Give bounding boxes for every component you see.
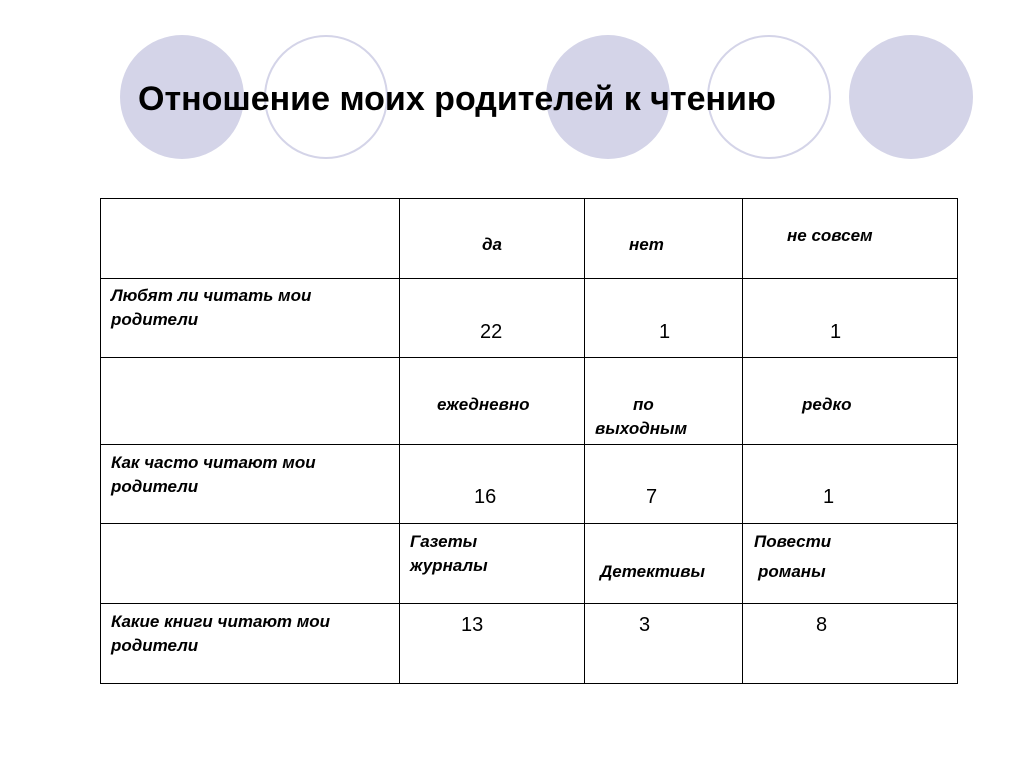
table-cell	[743, 358, 958, 445]
cell-text-line-1: Повести	[754, 532, 832, 551]
decor-circle-3	[849, 35, 973, 159]
row-label-line-1: Любят ли читать мои	[111, 286, 312, 305]
cell-text: ежедневно	[437, 395, 530, 414]
row-label-line-2: родители	[111, 477, 199, 496]
cell-text-line-1: Газеты	[410, 532, 478, 551]
cell-value: 16	[474, 486, 497, 508]
cell-value: 22	[480, 321, 503, 343]
cell-value: 3	[639, 614, 651, 636]
table-cell	[585, 279, 743, 358]
table-row	[101, 524, 958, 604]
table-cell	[585, 445, 743, 524]
row-label	[101, 524, 400, 604]
table-cell	[585, 604, 743, 684]
cell-text: нет	[629, 235, 664, 254]
row-label-line-2: родители	[111, 636, 199, 655]
table-cell	[585, 524, 743, 604]
table-cell	[585, 199, 743, 279]
cell-text: да	[482, 235, 502, 254]
table-row	[101, 604, 958, 684]
row-label	[101, 358, 400, 445]
table-cell	[743, 445, 958, 524]
table-cell	[743, 604, 958, 684]
table-cell	[400, 604, 585, 684]
cell-value: 1	[823, 486, 835, 508]
cell-value: 1	[830, 321, 842, 343]
row-label-line-2: родители	[111, 310, 199, 329]
table-row	[101, 199, 958, 279]
cell-text-line-2: романы	[758, 562, 826, 581]
table-cell	[400, 445, 585, 524]
page-title: Отношение моих родителей к чтению	[138, 80, 776, 118]
cell-value: 13	[461, 614, 484, 636]
row-label-line-1: Как часто читают мои	[111, 453, 316, 472]
row-label	[101, 279, 400, 358]
row-label	[101, 199, 400, 279]
table-row	[101, 358, 958, 445]
cell-value: 1	[659, 321, 671, 343]
table-cell	[400, 358, 585, 445]
reading-table	[100, 198, 958, 684]
cell-text-line-2: журналы	[410, 556, 488, 575]
cell-text-line-1: по	[633, 395, 654, 414]
cell-text-line-2: выходным	[595, 419, 688, 438]
table-cell	[743, 524, 958, 604]
table-row	[101, 279, 958, 358]
cell-text: редко	[802, 395, 852, 414]
cell-text: не совсем	[787, 226, 873, 245]
table-cell	[400, 524, 585, 604]
cell-value: 8	[816, 614, 828, 636]
cell-text: Детективы	[600, 562, 705, 581]
table-cell	[743, 199, 958, 279]
table-cell	[400, 199, 585, 279]
row-label-line-1: Какие книги читают мои	[111, 612, 331, 631]
table-cell	[585, 358, 743, 445]
row-label	[101, 604, 400, 684]
table-cell	[743, 279, 958, 358]
table-cell	[400, 279, 585, 358]
table-row	[101, 445, 958, 524]
cell-value: 7	[646, 486, 658, 508]
row-label	[101, 445, 400, 524]
